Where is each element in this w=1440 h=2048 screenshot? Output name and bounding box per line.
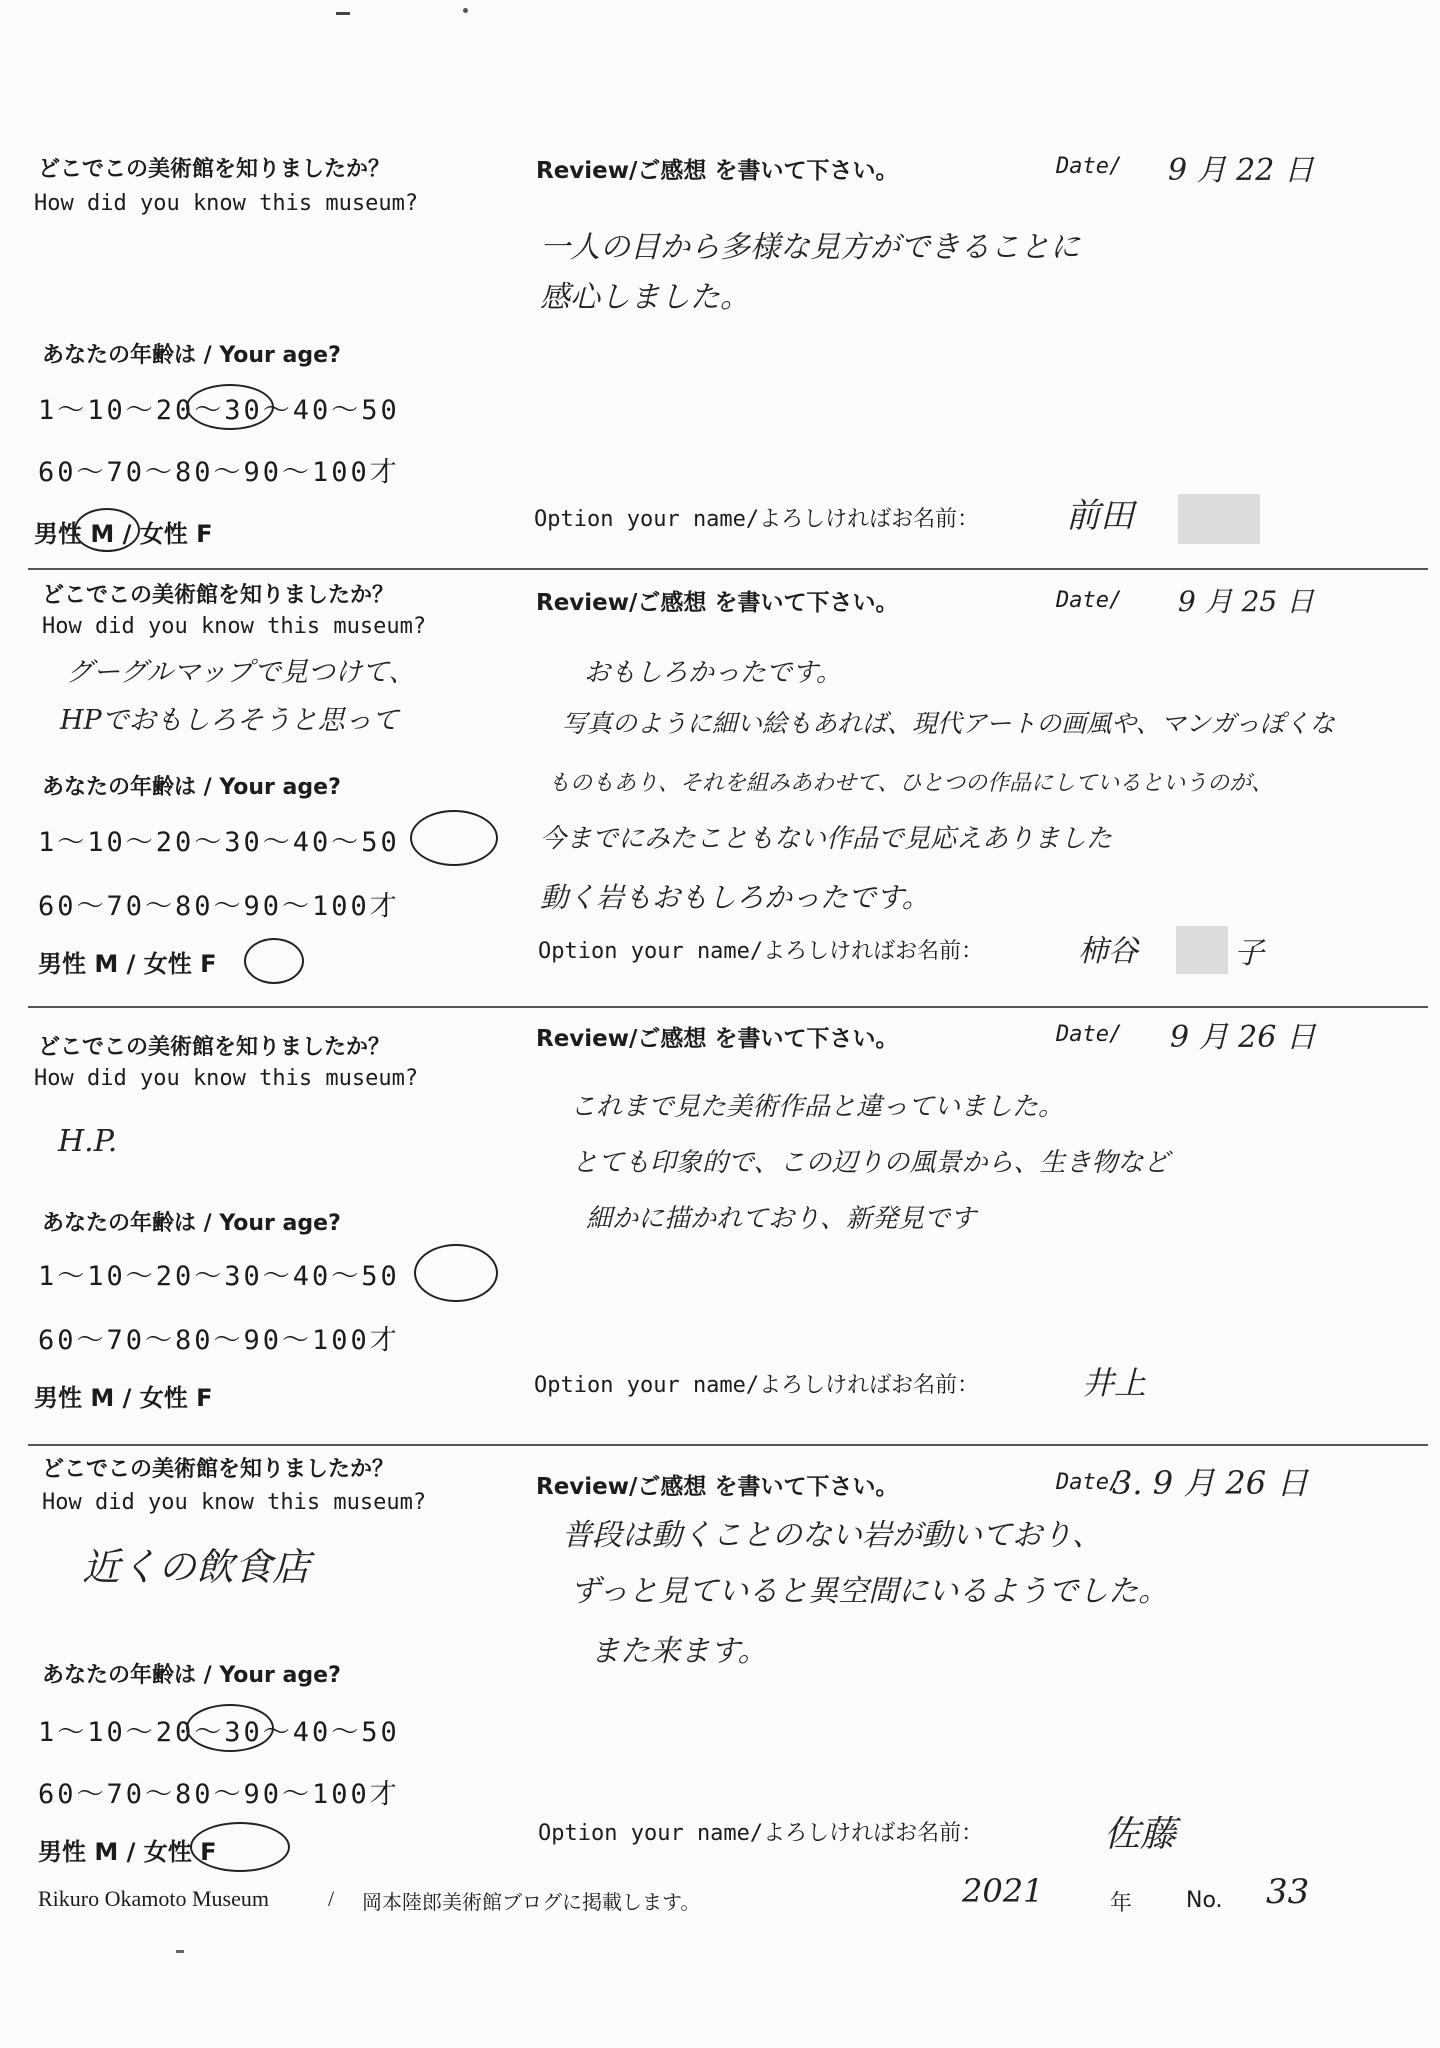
date-label: Date/ xyxy=(1056,1022,1123,1047)
gender-circle-mark xyxy=(74,508,140,552)
question-age: あなたの年齢は / Your age? xyxy=(42,1663,341,1688)
source-line: グーグルマップで見つけて、 xyxy=(66,657,416,688)
footer-note: 岡本陸郎美術館ブログに掲載します。 xyxy=(362,1890,701,1914)
source-line: HPでおもしろそうと思って xyxy=(60,705,399,736)
date-value: 3. 9 月 26 日 xyxy=(1112,1464,1309,1502)
number-value: 33 xyxy=(1266,1872,1310,1912)
name-label xyxy=(538,934,983,965)
review-label: Review/ご感想 を書いて下さい。 xyxy=(536,1474,899,1500)
gender-label: 男性 M / 女性 F xyxy=(38,1838,217,1866)
date-label: Date/ xyxy=(1056,154,1123,179)
gender-label: 男性 M / 女性 F xyxy=(34,520,213,548)
age-scale-1: 1～10～20～30～40～50 xyxy=(38,1717,400,1748)
name-value: 佐藤 xyxy=(1104,1814,1177,1855)
gender-circle-mark xyxy=(190,1822,290,1872)
age-scale-2: 60～70～80～90～100才 xyxy=(38,891,400,922)
question-source-jp: どこでこの美術館を知りましたか？ xyxy=(38,1035,391,1060)
name-label xyxy=(534,1368,979,1399)
review-line: 細かに描かれており、新発見です xyxy=(586,1204,977,1234)
name-label-en: Option your name/ xyxy=(534,507,760,532)
question-source-jp: どこでこの美術館を知りましたか？ xyxy=(42,1457,395,1482)
age-scale-1: 1～10～20～30～40～50 xyxy=(38,1261,400,1292)
name-label-jp: よろしければお名前： xyxy=(763,1821,984,1846)
review-line: ずっと見ていると異空間にいるようでした。 xyxy=(570,1574,1169,1609)
review-label: Review/ご感想 を書いて下さい。 xyxy=(536,158,899,184)
name-suffix: 子 xyxy=(1234,936,1264,971)
review-line: 感心しました。 xyxy=(540,280,750,315)
age-scale-1: 1～10～20～30～40～50 xyxy=(38,827,400,858)
age-circle-mark xyxy=(186,384,274,430)
name-label-jp: よろしければお名前： xyxy=(759,507,980,532)
question-source-jp: どこでこの美術館を知りましたか？ xyxy=(42,583,395,608)
review-line: 今までにみたこともない作品で見応えありました xyxy=(540,824,1113,854)
name-label-en: Option your name/ xyxy=(534,1373,760,1398)
date-label: Date/ xyxy=(1056,588,1123,613)
name-value: 前田 xyxy=(1066,496,1134,536)
question-age: あなたの年齢は / Your age? xyxy=(42,343,341,368)
gender-label: 男性 M / 女性 F xyxy=(34,1384,213,1412)
redacted-name xyxy=(1178,494,1260,544)
section-divider xyxy=(28,1444,1428,1446)
review-line: とても印象的で、この辺りの風景から、生き物など xyxy=(572,1148,1170,1178)
review-line: 普段は動くことのない岩が動いており、 xyxy=(562,1518,1102,1553)
section-divider xyxy=(28,1006,1428,1008)
review-line: また来ます。 xyxy=(590,1634,768,1669)
review-line: 動く岩もおもしろかったです。 xyxy=(540,881,930,914)
review-label: Review/ご感想 を書いて下さい。 xyxy=(536,1026,899,1052)
name-label-jp: よろしければお名前： xyxy=(759,1373,980,1398)
gender-label: 男性 M / 女性 F xyxy=(38,950,217,978)
review-line: ものもあり、それを組みあわせて、ひとつの作品にしているというのが、 xyxy=(548,771,1274,796)
name-label xyxy=(538,1816,983,1847)
date-value: 9 月 22 日 xyxy=(1168,153,1314,188)
age-scale-1: 1～10～20～30～40～50 xyxy=(38,395,400,426)
number-label: No. xyxy=(1186,1888,1223,1913)
scan-speck xyxy=(176,1950,184,1953)
name-label xyxy=(534,502,979,533)
section-divider xyxy=(28,568,1428,570)
question-source-en: How did you know this museum? xyxy=(34,191,419,216)
name-label-jp: よろしければお名前： xyxy=(763,939,984,964)
year-suffix: 年 xyxy=(1110,1891,1133,1916)
source-line: 近くの飲食店 xyxy=(82,1545,311,1589)
year-value: 2021 xyxy=(962,1872,1044,1910)
scan-speck xyxy=(336,12,350,15)
name-label-en: Option your name/ xyxy=(538,1821,764,1846)
review-label: Review/ご感想 を書いて下さい。 xyxy=(536,590,899,616)
redacted-name xyxy=(1176,926,1228,974)
date-label: Date/ xyxy=(1056,1470,1123,1495)
review-line: 写真のように細い絵もあれば、現代アートの画風や、マンガっぽくな xyxy=(562,709,1335,738)
footer-separator: / xyxy=(328,1886,335,1911)
date-value: 9 月 25 日 xyxy=(1178,585,1315,618)
age-circle-mark xyxy=(414,1244,498,1302)
question-age: あなたの年齢は / Your age? xyxy=(42,1211,341,1236)
date-value: 9 月 26 日 xyxy=(1170,1020,1316,1055)
age-scale-2: 60～70～80～90～100才 xyxy=(38,1325,400,1356)
question-source-en: How did you know this museum? xyxy=(42,614,427,639)
age-circle-mark xyxy=(186,1704,274,1752)
question-source-jp: どこでこの美術館を知りましたか？ xyxy=(38,157,391,182)
name-label-en: Option your name/ xyxy=(538,939,764,964)
name-value: 井上 xyxy=(1082,1364,1147,1402)
age-circle-mark xyxy=(410,810,498,866)
review-line: これまで見た美術作品と違っていました。 xyxy=(570,1092,1065,1122)
age-scale-2: 60～70～80～90～100才 xyxy=(38,1779,400,1810)
review-line: 一人の目から多様な見方ができることに xyxy=(540,230,1080,265)
age-scale-2: 60～70～80～90～100才 xyxy=(38,457,400,488)
question-source-en: How did you know this museum? xyxy=(42,1490,427,1515)
question-source-en: How did you know this museum? xyxy=(34,1066,419,1091)
review-line: おもしろかったです。 xyxy=(584,658,842,688)
museum-name: Rikuro Okamoto Museum xyxy=(38,1886,269,1911)
scan-speck xyxy=(463,8,468,13)
name-value: 柿谷 xyxy=(1078,934,1138,969)
gender-circle-mark xyxy=(244,938,304,984)
source-line: H.P. xyxy=(58,1124,118,1159)
question-age: あなたの年齢は / Your age? xyxy=(42,775,341,800)
